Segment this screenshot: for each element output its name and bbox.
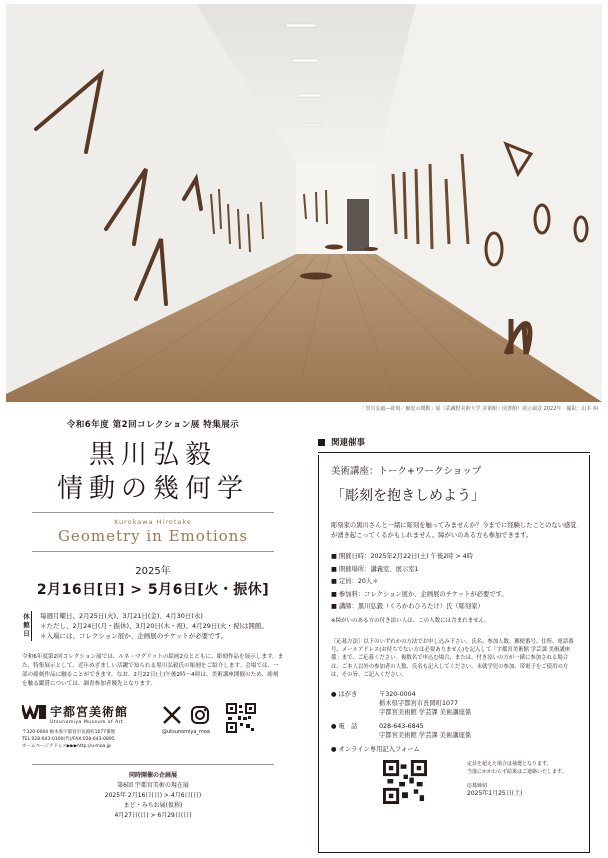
- detail-item: ■ 定員：20人＊: [331, 576, 577, 589]
- contact-line: 宇都宮美術館 学芸課 美術講座係: [379, 731, 472, 739]
- contact-label: ● 電 話: [331, 722, 379, 740]
- contact-line: 栃木県宇都宮市長岡町1077: [379, 699, 458, 707]
- deadline-date: 2025年1月25日(土): [467, 789, 523, 797]
- detail-item: ■ 講師：黒川弘毅（くろかわひろたけ）氏（彫刻家）: [331, 601, 577, 614]
- title-line-1: 黒川弘毅: [88, 440, 217, 470]
- artist-roman: Kurokawa Hirotake: [114, 518, 192, 526]
- closed-line: ＊入場には、コレクション展か、企画展のチケットが必要です。: [40, 632, 228, 640]
- exhibition-series: 令和6年度 第2回コレクション展 特集展示: [66, 420, 240, 430]
- events-heading: [318, 436, 590, 448]
- online-form-link[interactable]: ● オンライン専用記入フォーム: [331, 745, 577, 754]
- sns-links: [162, 705, 218, 735]
- closed-line: ＊ただし、2月24日(月・振休)、3月20日(木・祝)、4月29日(火・祝)は開館。: [40, 622, 268, 630]
- lecture-type: 美術講座：トーク+ワークショップ: [331, 466, 482, 477]
- concurrent-item: まど・みちお展(仮称): [123, 802, 183, 809]
- heading-square-icon: [318, 439, 325, 446]
- museum-name: 宇都宮美術館: [50, 705, 129, 719]
- detail-item: ■ 参加料：コレクション展か、企画展のチケットが必要です。: [331, 589, 577, 602]
- concurrent-item: 2025年 2月16日(日) > 4月6日(日): [104, 792, 202, 799]
- exhibition-photo: [6, 4, 602, 402]
- museum-address: [22, 729, 140, 750]
- divider: [32, 551, 274, 552]
- closed-line: 毎週月曜日、2月25日(火)、3月21日(金)、4月30日(水): [40, 612, 203, 620]
- exhibition-year: 2025年: [135, 566, 171, 577]
- related-events: [318, 436, 590, 797]
- title-english: Geometry in Emotions: [57, 527, 249, 545]
- events-heading-text: 関連催事: [331, 438, 366, 448]
- lecture-details: [331, 551, 577, 614]
- exhibition-info: [22, 418, 284, 821]
- phone-number[interactable]: 028-643-6845: [379, 722, 424, 730]
- detail-item: ■ 開催場所：講義室、展示室1: [331, 564, 577, 577]
- museum-name-en: Utsunomiya Museum of Art: [50, 720, 124, 725]
- qr-code-icon[interactable]: [226, 703, 256, 733]
- contact-line: 〒320-0004: [379, 690, 416, 698]
- contact-label: ● はがき: [331, 690, 379, 717]
- deadline-note: 定員を超えた場合は抽選となります。: [467, 760, 552, 767]
- sns-handle: @utsunomiya_moa: [162, 729, 210, 735]
- tel-line: TEL.028-643-0100(代)/FAX.028-643-0895: [22, 737, 115, 742]
- closed-days: [22, 611, 284, 641]
- x-icon[interactable]: [162, 705, 182, 725]
- deadline-label: 応募締切: [467, 782, 488, 789]
- contact-phone: [331, 722, 577, 740]
- instagram-icon[interactable]: [190, 705, 210, 725]
- application-method: ［応募方法］以下のいずれかの方法でお申し込み下さい。氏名、参加人数、郵便番号、住所、電話番号、メールアドレス(お持ちでない方は必要ありません)を記入して「宇都宮美術館 学芸課 美術講座係」まで、ご応募ください。複数名で申込む場合、または、付き添いの方が一緒に参加される場合は、ご本人以外の参加者の人数、氏名も記入してください。未就学児の参加、帯電子をご使用の方は、その旨、ご記入ください。: [331, 638, 574, 679]
- exhibition-description: 令和6年度第2回コレクション展では、ルネ・マグリットの絵画2点とともに、彫刻作品を展示します。また、特集展示として、近年めざましい活躍で知られる黒川弘毅氏の彫刻をご紹介します。会場では、一部の彫刻作品に触ることができます。なお、2月22日(土)午後2時〜4時は、美術講座開催のため、彫刻を触る鑑賞については、調査参加者優先となります。: [22, 654, 284, 687]
- contact-line: 宇都宮美術館 学芸課 美術講座係: [379, 708, 472, 716]
- closed-tag: 休館日: [22, 611, 32, 641]
- concurrent-heading: 同時開催の企画展: [128, 772, 177, 779]
- detail-item: ■ 開催日時：2025年2月22日(土) 午後2時 > 4時: [331, 551, 577, 564]
- museum-info: [22, 703, 284, 750]
- deadline-note: 当落にかかわらず結果はご連絡いたします。: [467, 768, 567, 775]
- divider: [32, 512, 274, 513]
- form-and-deadline: [331, 760, 577, 804]
- exhibition-dates: 2月16日[日] > 5月6日[火・振休]: [36, 582, 270, 598]
- concurrent-exhibitions: [32, 764, 274, 821]
- museum-logo-icon: [22, 705, 46, 719]
- museum-logo-block: [22, 703, 140, 750]
- web-link[interactable]: ホームページアドレス▶▶▶http://u-moa.jp: [22, 744, 111, 749]
- title-line-2: 情動の幾何学: [56, 474, 249, 504]
- concurrent-item: 第6回 宇都宮美術の現在展: [117, 782, 189, 789]
- event-box: [318, 455, 590, 853]
- contact-postcard: [331, 690, 577, 717]
- contact-info: [331, 690, 577, 754]
- lecture-note: ※障がいのある方の付き添い人は、この人数には含まれません。: [331, 617, 490, 624]
- lecture-title: 「彫刻を抱きしめよう」: [331, 488, 485, 504]
- closed-lines: [40, 611, 268, 641]
- exhibition-title: [22, 438, 284, 506]
- qr-code-icon[interactable]: [383, 760, 427, 804]
- deadline-info: [467, 760, 567, 804]
- lecture-description: 彫刻家の黒川さんと一緒に彫刻を触ってみませんか？今までに経験したことのない感覚が湧き起こってくるかもしれません。障がいのある方も参加できます。: [331, 522, 577, 539]
- divider: [318, 452, 590, 453]
- photo-caption: 「黒川弘毅―彫刻／触覚の環動」展（武蔵野美術大学 美術館・図書館）展示風景 2022年 撮影：山本 糾: [360, 406, 598, 412]
- gallery-illustration: [6, 4, 602, 402]
- concurrent-item: 4月27日(日) > 6月29日(日): [114, 812, 192, 819]
- address-line: 〒320-0004 栃木県宇都宮市長岡町1077番地: [22, 730, 116, 735]
